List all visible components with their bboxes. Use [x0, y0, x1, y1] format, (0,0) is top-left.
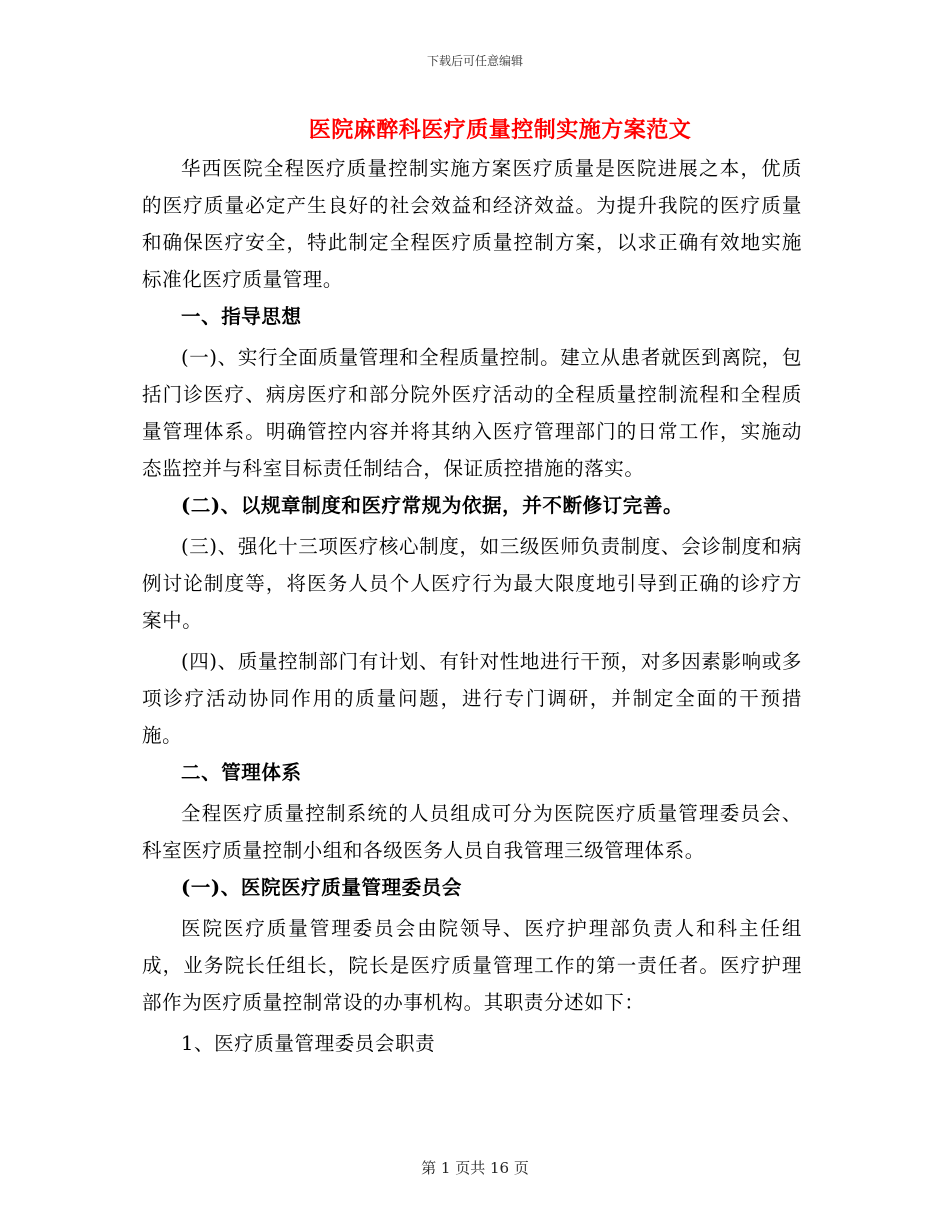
document-title: 医院麻醉科医疗质量控制实施方案范文	[308, 117, 692, 143]
page-header-note: 下载后可任意编辑	[426, 54, 523, 68]
page-number-footer: 第 1 页共 16 页	[421, 1159, 529, 1177]
section-heading-management-system: 二、管理体系	[181, 761, 302, 784]
document-body	[142, 150, 802, 1062]
paragraph-item-3: (三)、强化十三项医疗核心制度，如三级医师负责制度、会诊制度和病例讨论制度等，将医务人员个人医疗行为最大限度地引导到正确的诊疗方案中。	[142, 535, 802, 632]
paragraph-item-4: (四)、质量控制部门有计划、有针对性地进行干预，对多因素影响或多项诊疗活动协同作用的质量问题，进行专门调研，并制定全面的干预措施。	[142, 650, 802, 747]
paragraph-system-overview: 全程医疗质量控制系统的人员组成可分为医院医疗质量管理委员会、科室医疗质量控制小组和各级医务人员自我管理三级管理体系。	[142, 802, 802, 862]
section-heading-guiding-ideology: 一、指导思想	[181, 305, 302, 328]
paragraph-committee-composition: 医院医疗质量管理委员会由院领导、医疗护理部负责人和科主任组成，业务院长任组长，院长是医疗质量管理工作的第一责任者。医疗护理部作为医疗质量控制常设的办事机构。其职责分述如下：	[142, 917, 802, 1014]
paragraph-item-1: (一)、实行全面质量管理和全程质量控制。建立从患者就医到离院，包括门诊医疗、病房医疗和部分院外医疗活动的全程质量控制流程和全程质量管理体系。明确管控内容并将其纳入医疗管理部门的日常工作，实施动态监控并与科室目标责任制结合，保证质控措施的落实。	[142, 346, 802, 480]
subheading-item-2: (二)、以规章制度和医疗常规为依据，并不断修订完善。	[181, 494, 684, 517]
paragraph-committee-duties: 1、医疗质量管理委员会职责	[181, 1032, 436, 1055]
subheading-quality-committee: (一)、医院医疗质量管理委员会	[181, 876, 462, 899]
paragraph-intro: 华西医院全程医疗质量控制实施方案医疗质量是医院进展之本，优质的医疗质量必定产生良好的社会效益和经济效益。为提升我院的医疗质量和确保医疗安全，特此制定全程医疗质量控制方案，以求正确有效地实施标准化医疗质量管理。	[142, 157, 802, 291]
